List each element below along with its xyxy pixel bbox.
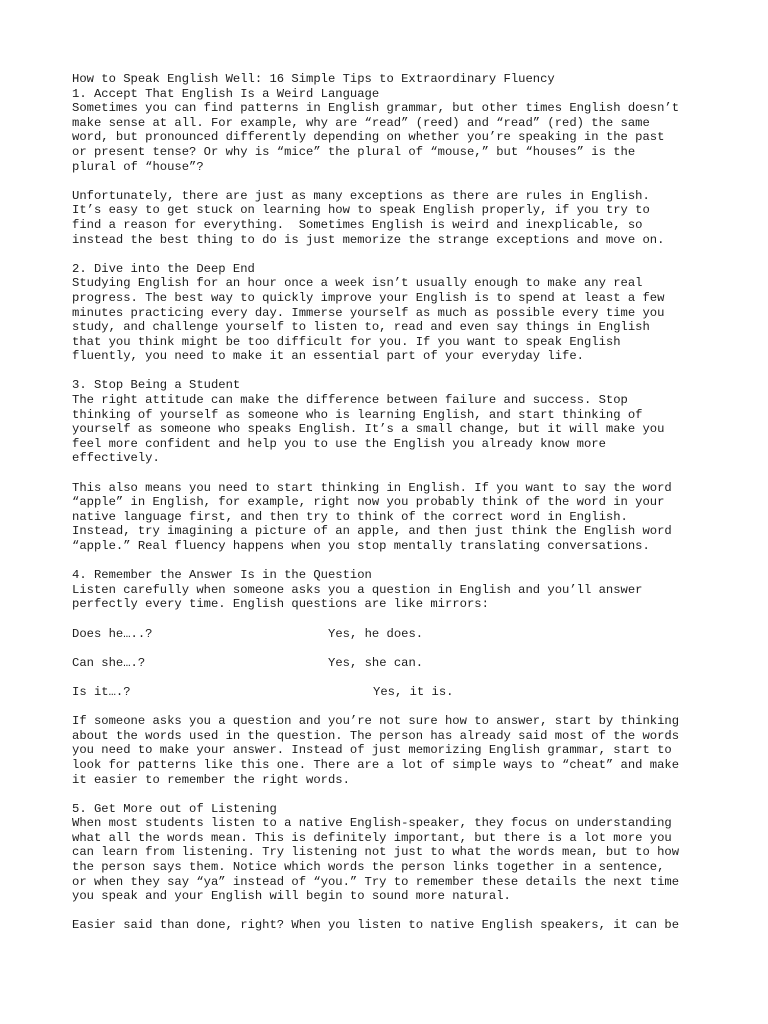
section-4 (72, 568, 712, 787)
text-line: find a reason for everything. Sometimes English is weird and inexplicable, so (72, 217, 643, 232)
paragraph (72, 816, 712, 904)
text-line: you need to make your answer. Instead of just memorizing English grammar, start to (72, 743, 672, 758)
qa-answer: Yes, it is. (373, 684, 454, 699)
paragraph (72, 583, 712, 612)
text-line: minutes practicing every day. Immerse yourself as much as possible every time you (72, 305, 665, 320)
text-line: feel more confident and help you to use the English you already know more (72, 436, 606, 451)
qa-pair (72, 656, 712, 671)
section-5 (72, 802, 712, 933)
section-1 (72, 87, 712, 248)
text-line: it easier to remember the right words. (72, 772, 350, 787)
text-line: Sometimes you can find patterns in English grammar, but other times English doesn’t (72, 101, 680, 116)
text-line: or present tense? Or why is “mice” the plural of “mouse,” but “houses” is the (72, 144, 636, 159)
text-line: Easier said than done, right? When you listen to native English speakers, it can be (72, 918, 680, 933)
document-title: How to Speak English Well: 16 Simple Tips to Extraordinary Fluency (72, 72, 555, 86)
section-heading: 1. Accept That English Is a Weird Language (72, 86, 380, 101)
text-line: the person says them. Notice which words the person links together in a sentence, (72, 860, 665, 875)
qa-answer: Yes, she can. (328, 655, 424, 670)
text-line: It’s easy to get stuck on learning how to speak English properly, if you try to (72, 203, 650, 218)
text-line: what all the words mean. This is definitely important, but there is a lot more you (72, 830, 672, 845)
text-line: Unfortunately, there are just as many exceptions as there are rules in English. (72, 188, 650, 203)
qa-question: Is it….? (72, 684, 131, 699)
text-line: fluently, you need to make it an essential part of your everyday life. (72, 349, 584, 364)
paragraph (72, 276, 712, 364)
text-line: Listen carefully when someone asks you a question in English and you’ll answer (72, 582, 643, 597)
text-line: This also means you need to start thinking in English. If you want to say the word (72, 480, 672, 495)
text-line: perfectly every time. English questions are like mirrors: (72, 597, 489, 612)
text-line: The right attitude can make the difference between failure and success. Stop (72, 393, 628, 408)
text-line: about the words used in the question. The person has already said most of the words (72, 728, 680, 743)
text-line: make sense at all. For example, why are “read” (reed) and “read” (red) the same (72, 115, 650, 130)
paragraph (72, 189, 712, 247)
qa-question: Does he…..? (72, 626, 153, 641)
text-line: “apple” in English, for example, right now you probably think of the word in your (72, 495, 665, 510)
section-heading: 5. Get More out of Listening (72, 801, 277, 816)
text-line: or when they say “ya” instead of “you.” Try to remember these details the next time (72, 874, 680, 889)
text-line: When most students listen to a native English-speaker, they focus on understanding (72, 816, 672, 831)
text-line: study, and challenge yourself to listen to, read and even say things in English (72, 320, 650, 335)
section-heading: 4. Remember the Answer Is in the Question (72, 568, 372, 583)
text-line: Instead, try imagining a picture of an apple, and then just think the English word (72, 524, 672, 539)
paragraph (72, 393, 712, 466)
text-line: instead the best thing to do is just memorize the strange exceptions and move on. (72, 232, 665, 247)
text-line: you speak and your English will begin to sound more natural. (72, 889, 511, 904)
paragraph (72, 481, 712, 554)
qa-answer: Yes, he does. (328, 626, 424, 641)
text-line: native language first, and then try to think of the correct word in English. (72, 509, 628, 524)
text-line: thinking of yourself as someone who is learning English, and start thinking of (72, 407, 643, 422)
paragraph (72, 101, 712, 174)
text-line: look for patterns like this one. There are a lot of simple ways to “cheat” and make (72, 757, 680, 772)
text-line: word, but pronounced differently depending on whether you’re speaking in the past (72, 130, 665, 145)
paragraph (72, 918, 712, 933)
section-heading: 3. Stop Being a Student (72, 378, 241, 393)
paragraph (72, 714, 712, 787)
text-line: plural of “house”? (72, 159, 204, 174)
section-2 (72, 262, 712, 364)
text-line: progress. The best way to quickly improve your English is to spend at least a few (72, 290, 665, 305)
text-line: Studying English for an hour once a week isn’t usually enough to make any real (72, 276, 643, 291)
text-line: If someone asks you a question and you’re not sure how to answer, start by thinking (72, 714, 680, 729)
text-line: can learn from listening. Try listening not just to what the words mean, but to how (72, 845, 680, 860)
text-line: that you think might be too difficult for you. If you want to speak English (72, 334, 621, 349)
qa-pair (72, 627, 712, 642)
document-page (72, 72, 712, 933)
section-3 (72, 378, 712, 553)
section-heading: 2. Dive into the Deep End (72, 261, 255, 276)
text-line: yourself as someone who speaks English. It’s a small change, but it will make you (72, 422, 665, 437)
qa-pair (72, 685, 712, 700)
qa-question: Can she….? (72, 655, 146, 670)
text-line: effectively. (72, 451, 160, 466)
text-line: “apple.” Real fluency happens when you stop mentally translating conversations. (72, 539, 650, 553)
